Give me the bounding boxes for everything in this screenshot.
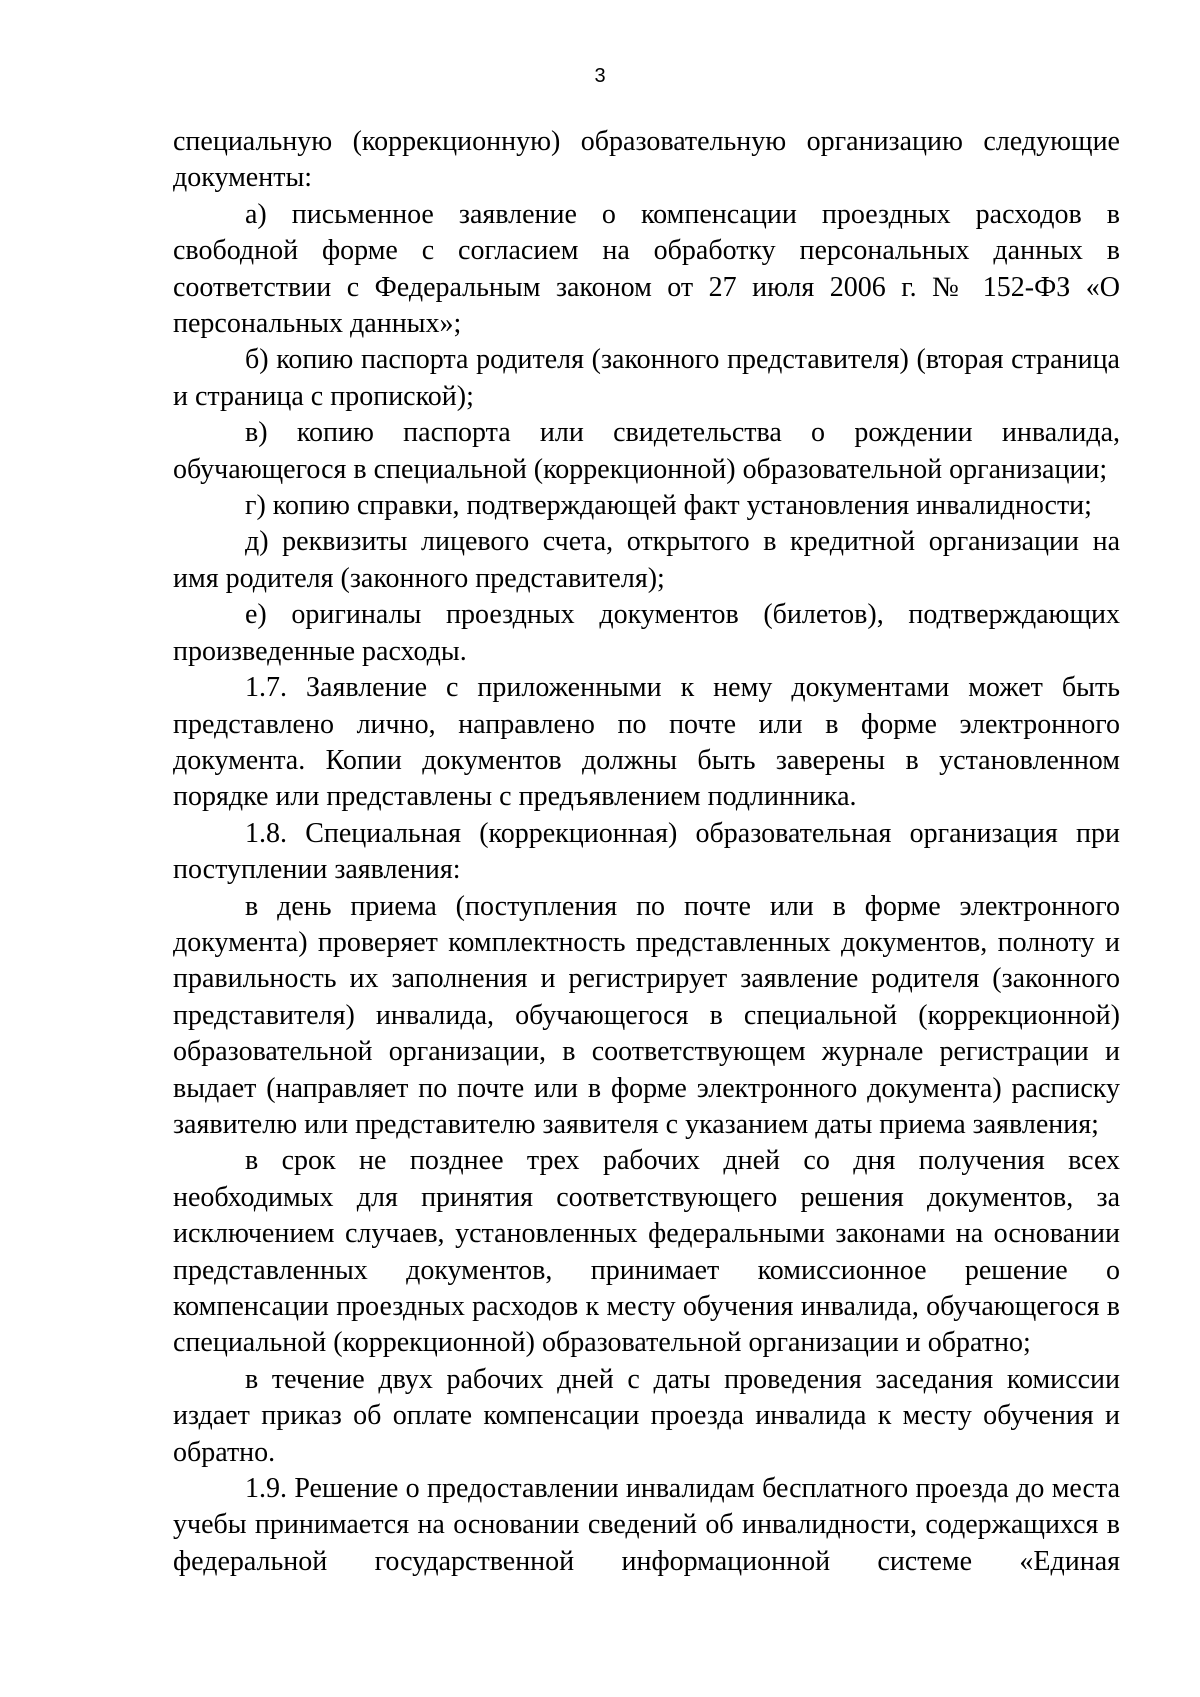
paragraph-item-a: а) письменное заявление о компенсации проездных расходов в свободной форме с согласием на обработку персональных данных в соответствии с Федеральным законом от 27 июля 2006 г. № 152-ФЗ «О персональных данных»;	[173, 198, 1120, 340]
document-body	[173, 124, 1120, 1580]
paragraph-1-7: 1.7. Заявление с приложенными к нему документами может быть представлено лично, направлено по почте или в форме электронного документа. Копии документов должны быть заверены в установленном порядке или представлены с предъявлением подлинника.	[173, 672, 1120, 813]
paragraph-registration: в день приема (поступления по почте или в форме электронного документа) проверяет комплектность представленных документов, полноту и правильность их заполнения и регистрирует заявление родителя (законного представителя) инвалида, обучающегося в специальной (коррекционной) образовательной организации, в соответствующем журнале регистрации и выдает (направляет по почте или в форме электронного документа) расписку заявителю или представителю заявителя с указанием даты приема заявления;	[173, 890, 1120, 1140]
paragraph-item-e: е) оригиналы проездных документов (билетов), подтверждающих произведенные расходы.	[173, 599, 1120, 667]
paragraph-order: в течение двух рабочих дней с даты проведения заседания комиссии издает приказ об оплате компенсации проезда инвалида к месту обучения и обратно.	[173, 1363, 1120, 1468]
page-number: 3	[594, 65, 606, 87]
paragraph-item-d: д) реквизиты лицевого счета, открытого в кредитной организации на имя родителя (законного представителя);	[173, 526, 1120, 594]
paragraph-item-g: г) копию справки, подтверждающей факт установления инвалидности;	[245, 490, 1092, 522]
paragraph-item-b: б) копию паспорта родителя (законного представителя) (вторая страница и страница с пропиской);	[173, 344, 1120, 412]
paragraph-1-8: 1.8. Специальная (коррекционная) образовательная организация при поступлении заявления:	[173, 817, 1120, 886]
paragraph-item-v: в) копию паспорта или свидетельства о рождении инвалида, обучающегося в специальной (коррекционной) образовательной организации;	[173, 417, 1120, 485]
paragraph-1-9: 1.9. Решение о предоставлении инвалидам бесплатного проезда до места учебы принимается на основании сведений об инвалидности, содержащихся в федеральной государственной информационной системе «Единая	[173, 1473, 1120, 1577]
paragraph-decision-deadline: в срок не позднее трех рабочих дней со дня получения всех необходимых для принятия соответствующего решения документов, за исключением случаев, установленных федеральными законами на основании представленных документов, принимает комиссионное решение о компенсации проездных расходов к месту обучения инвалида, обучающегося в специальной (коррекционной) образовательной организации и обратно;	[173, 1145, 1120, 1359]
paragraph-continuation: специальную (коррекционную) образовательную организацию следующие документы:	[173, 126, 1120, 194]
